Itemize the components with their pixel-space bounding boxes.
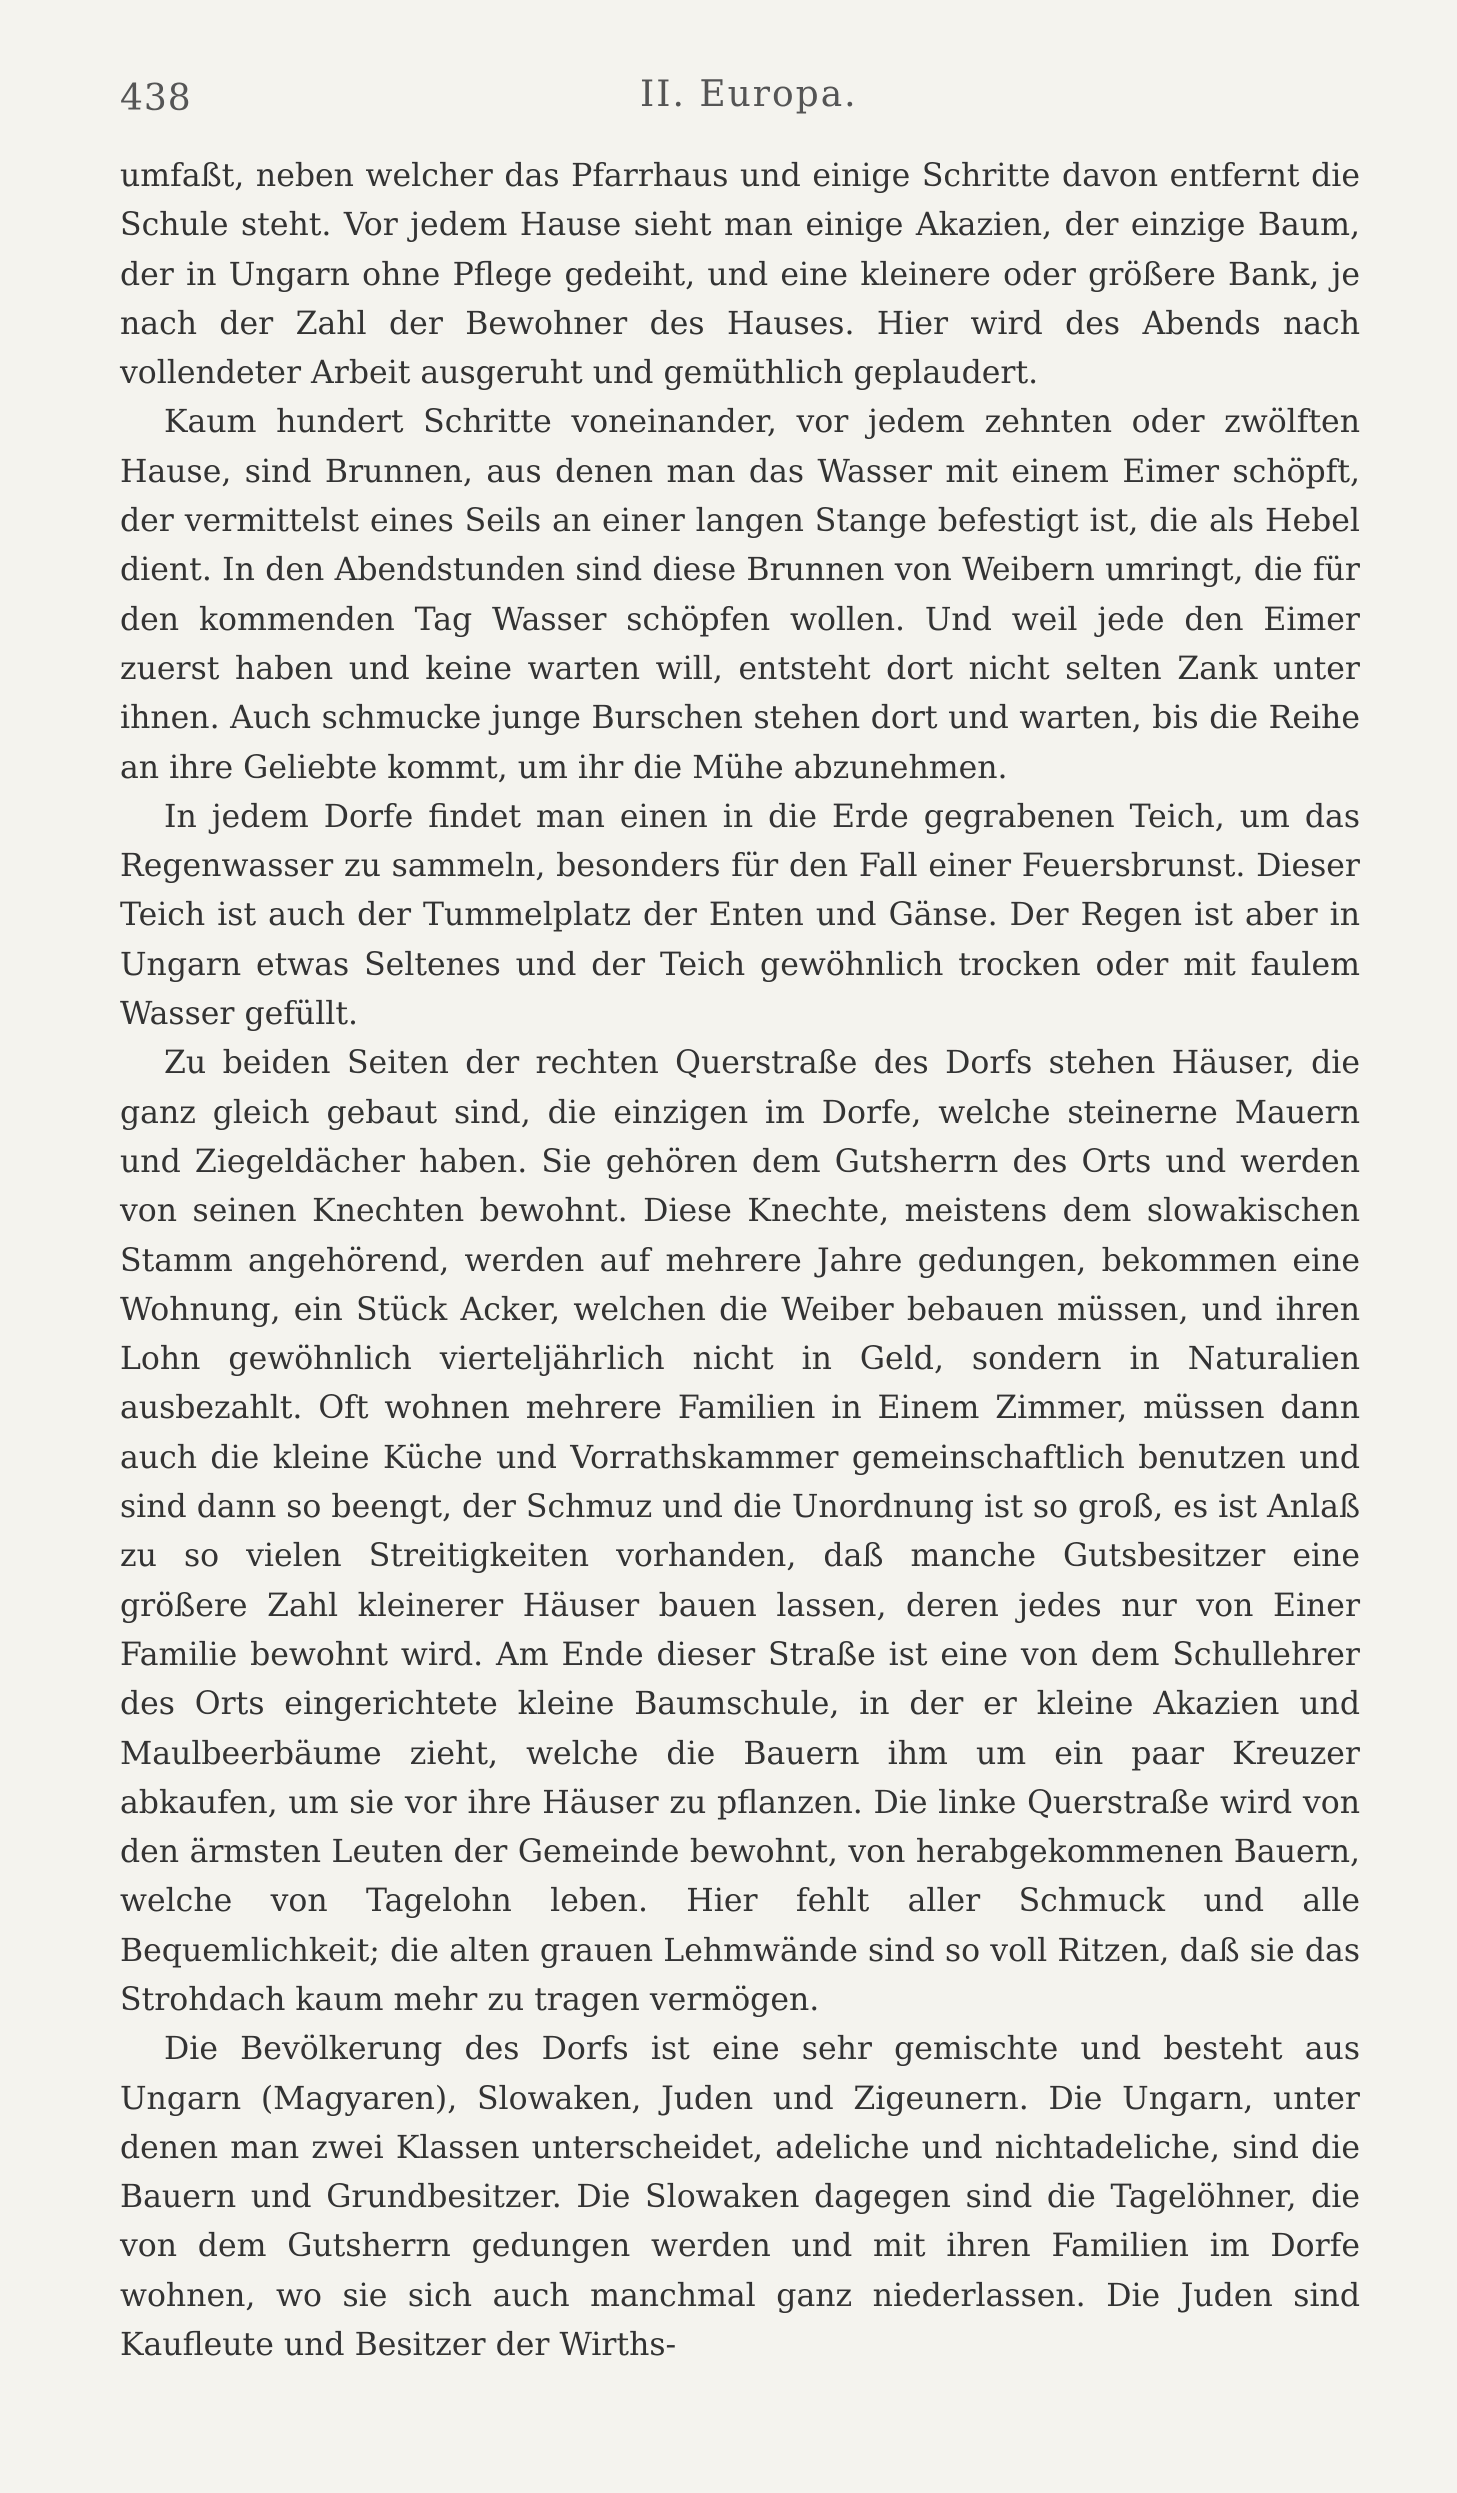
body-text [120,152,1360,2370]
paragraph: umfaßt, neben welcher das Pfarrhaus und einige Schritte davon entfernt die Schule steht. Vor jedem Hause sieht man einige Akazien, der einzige Baum, der in Ungarn ohne Pflege gedeiht, und eine kleinere oder größere Bank, je nach der Zahl der Bewohner des Hauses. Hier wird des Abends nach vollendeter Arbeit ausgeruht und gemüthlich geplaudert. [120,158,1360,392]
running-title: II. Europa. [640,74,858,115]
paragraph: Zu beiden Seiten der rechten Querstraße des Dorfs stehen Häuser, die ganz gleich gebaut sind, die einzigen im Dorfe, welche steinerne Mauern und Ziegeldächer haben. Sie gehören dem Gutsherrn des Orts und werden von seinen Knechten bewohnt. Diese Knechte, meistens dem slowakischen Stamm angehörend, werden auf mehrere Jahre gedungen, bekommen eine Wohnung, ein Stück Acker, welchen die Weiber bebauen müssen, und ihren Lohn gewöhnlich vierteljährlich nicht in Geld, sondern in Naturalien ausbezahlt. Oft wohnen mehrere Familien in Einem Zimmer, müssen dann auch die kleine Küche und Vorrathskammer gemeinschaftlich benutzen und sind dann so beengt, der Schmuz und die Unordnung ist so groß, es ist Anlaß zu so vielen Streitigkeiten vorhanden, daß manche Gutsbesitzer eine größere Zahl kleinerer Häuser bauen lassen, deren jedes nur von Einer Familie bewohnt wird. Am Ende dieser Straße ist eine von dem Schullehrer des Orts eingerichtete kleine Baumschule, in der er kleine Akazien und Maulbeerbäume zieht, welche die Bauern ihm um ein paar Kreuzer abkaufen, um sie vor ihre Häuser zu pflanzen. Die linke Querstraße wird von den ärmsten Leuten der Gemeinde bewohnt, von herabgekommenen Bauern, welche von Tagelohn leben. Hier fehlt aller Schmuck und alle Bequemlichkeit; die alten grauen Lehmwände sind so voll Ritzen, daß sie das Strohdach kaum mehr zu tragen vermögen. [120,1045,1360,2018]
paragraph: In jedem Dorfe findet man einen in die Erde gegrabenen Teich, um das Regenwasser zu sammeln, besonders für den Fall einer Feuersbrunst. Dieser Teich ist auch der Tummelplatz der Enten und Gänse. Der Regen ist aber in Ungarn etwas Seltenes und der Teich gewöhnlich trocken oder mit faulem Wasser gefüllt. [120,798,1360,1033]
running-head [120,74,1360,128]
paragraph: Die Bevölkerung des Dorfs ist eine sehr gemischte und besteht aus Ungarn (Magyaren), Slowaken, Juden und Zigeunern. Die Ungarn, unter denen man zwei Klassen unterscheidet, adeliche und nichtadeliche, sind die Bauern und Grundbesitzer. Die Slowaken dagegen sind die Tagelöhner, die von dem Gutsherrn gedungen werden und mit ihren Familien im Dorfe wohnen, wo sie sich auch manchmal ganz niederlassen. Die Juden sind Kaufleute und Besitzer der Wirths- [120,2031,1360,2364]
paragraph: Kaum hundert Schritte voneinander, vor jedem zehnten oder zwölften Hause, sind Brunnen, aus denen man das Wasser mit einem Eimer schöpft, der vermittelst eines Seils an einer langen Stange befestigt ist, die als Hebel dient. In den Abendstunden sind diese Brunnen von Weibern umringt, die für den kommenden Tag Wasser schöpfen wollen. Und weil jede den Eimer zuerst haben und keine warten will, entsteht dort nicht selten Zank unter ihnen. Auch schmucke junge Burschen stehen dort und warten, bis die Reihe an ihre Geliebte kommt, um ihr die Mühe abzunehmen. [120,404,1360,786]
page-number: 438 [120,78,192,119]
